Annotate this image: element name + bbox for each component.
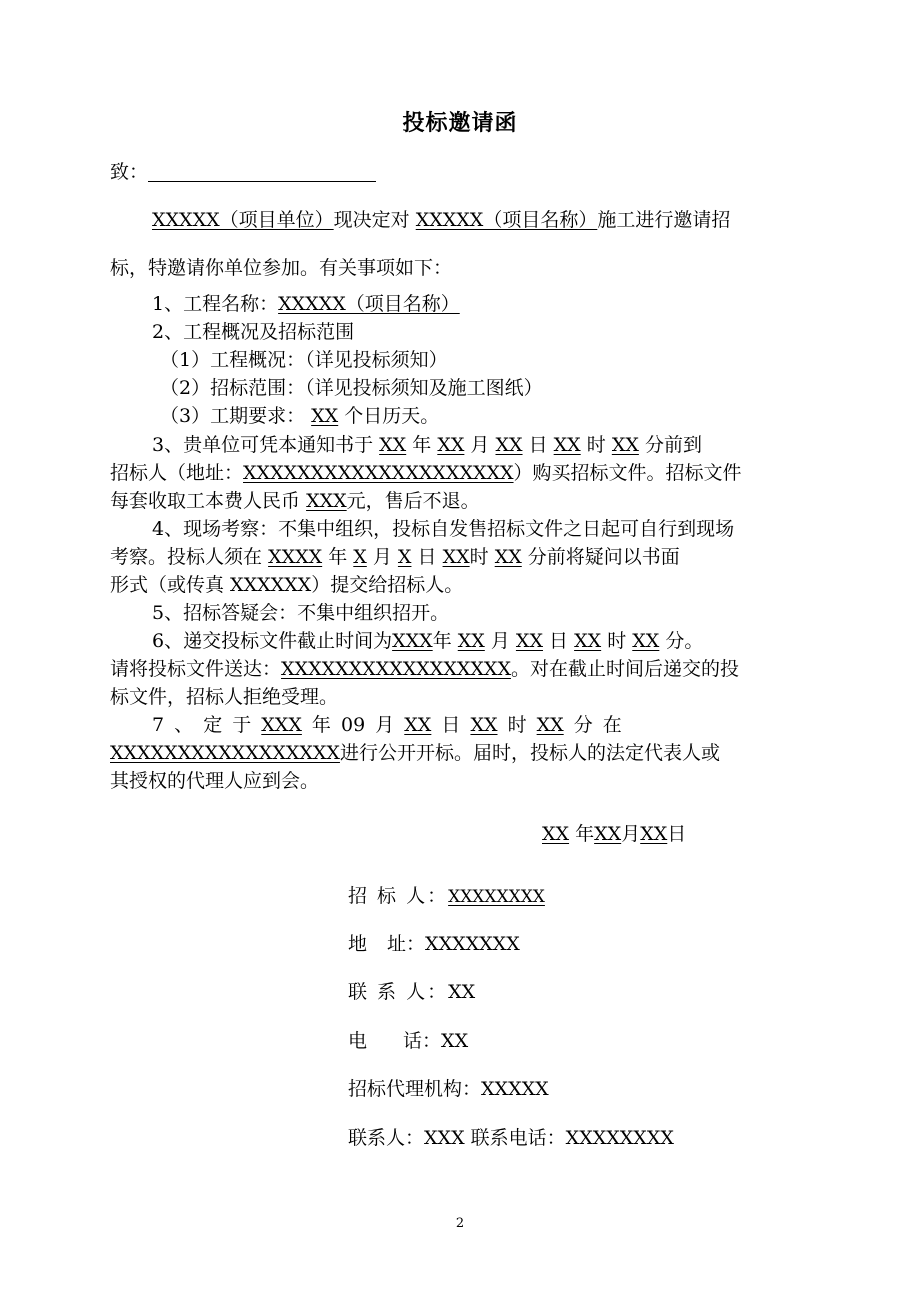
item-3-line-3 <box>110 489 480 513</box>
unit-year: 年 <box>432 630 452 652</box>
letter-date <box>542 822 686 846</box>
item-5: 5、招标答疑会：不集中组织招开。 <box>152 602 450 624</box>
item-4-line-1: 4、现场考察：不集中组织，投标自发售招标文件之日起可自行到现场 <box>152 518 735 540</box>
date-hour: XX <box>553 434 581 456</box>
unit-day: 日 <box>441 714 461 736</box>
item-2-3-suffix: 个日历天。 <box>344 405 440 427</box>
document-fee: XXX <box>306 490 347 512</box>
address-line <box>348 932 520 956</box>
unit-month: 月 <box>375 714 395 736</box>
phone-value: XX <box>441 1030 469 1052</box>
address-value: XXXXXXX <box>425 933 520 955</box>
unit-year: 年 <box>328 546 348 568</box>
tenderer-label: 招 标 人： <box>348 885 449 907</box>
unit-minute: 分前到 <box>644 434 702 456</box>
item-6-text: 6、递交投标文件截止时间为 <box>152 630 393 652</box>
date-year: XXX <box>261 714 302 736</box>
item-3-text: 招标人（地址： <box>110 462 244 484</box>
agent-phone-label: 联系电话： <box>470 1127 566 1149</box>
item-3-text: 每套收取工本费人民币 <box>110 490 301 512</box>
unit-month: 月 <box>490 630 510 652</box>
agency-label: 招标代理机构： <box>348 1078 482 1100</box>
item-4-text: 分前将疑问以书面 <box>527 546 680 568</box>
intro-line-2: 标，特邀请你单位参加。有关事项如下： <box>110 257 453 279</box>
agency-value: XXXXX <box>481 1078 549 1100</box>
date-year: XX <box>542 823 570 845</box>
unit-minute: 分 在 <box>573 714 622 736</box>
contact-value: XX <box>448 981 476 1003</box>
project-unit: XXXXX（项目单位） <box>152 209 334 231</box>
date-year: XX <box>379 434 407 456</box>
item-3-text: 元，售后不退。 <box>346 490 480 512</box>
date-month: X <box>353 546 367 568</box>
address-label: 地 址： <box>348 933 426 955</box>
contact-line <box>348 980 475 1004</box>
tenderer-value: XXXXXXXX <box>448 887 545 907</box>
unit-day: 日 <box>417 546 437 568</box>
item-7-line-1 <box>152 713 622 737</box>
item-3-line-1 <box>152 433 702 457</box>
contact-label: 联 系 人： <box>348 981 449 1003</box>
item-2-3-label: （3）工期要求： <box>160 405 306 427</box>
item-6-text: 请将投标文件送达： <box>110 658 282 680</box>
tenderer-line <box>348 884 545 909</box>
item-7-text: 定 于 <box>203 714 252 736</box>
unit-minute: 分。 <box>665 630 704 652</box>
unit-year: 年 <box>575 823 595 845</box>
date-hour: XX <box>574 630 602 652</box>
item-3-line-2 <box>110 461 742 485</box>
date-year: XXX <box>392 630 433 652</box>
project-name: XXXXX（项目名称） <box>415 209 598 231</box>
unit-hour: 时 <box>586 434 606 456</box>
date-month: 09 <box>340 714 366 736</box>
page-number: 2 <box>455 1216 465 1231</box>
date-minute: XX <box>611 434 639 456</box>
unit-day: 日 <box>667 823 687 845</box>
date-year: XXXX <box>268 546 323 568</box>
date-day: XX <box>495 434 523 456</box>
unit-year: 年 <box>311 714 331 736</box>
date-month: XX <box>594 823 622 845</box>
unit-day: 日 <box>528 434 548 456</box>
item-4-line-3: 形式（或传真 XXXXXX）提交给招标人。 <box>110 574 464 596</box>
unit-hour: 时 <box>469 546 489 568</box>
date-month: XX <box>437 434 465 456</box>
item-6-line-2 <box>110 657 739 681</box>
item-1-value: XXXXX（项目名称） <box>278 293 460 315</box>
item-7-line-3: 其授权的代理人应到会。 <box>110 770 320 792</box>
unit-hour: 时 <box>507 714 527 736</box>
opening-place: XXXXXXXXXXXXXXXXX <box>110 742 340 764</box>
recipient-blank <box>148 161 376 182</box>
agency-line <box>348 1077 549 1101</box>
date-day: XX <box>640 823 668 845</box>
tenderer-address: XXXXXXXXXXXXXXXXXXXX <box>243 462 514 484</box>
unit-day: 日 <box>549 630 569 652</box>
date-minute: XX <box>536 714 564 736</box>
phone-label: 电 话： <box>348 1030 442 1052</box>
date-day: X <box>397 546 412 568</box>
unit-hour: 时 <box>607 630 627 652</box>
item-7-number: 7 、 <box>152 714 194 736</box>
date-day: XX <box>404 714 432 736</box>
item-1 <box>152 292 460 316</box>
item-2-3 <box>160 404 439 428</box>
item-3-text: 3、贵单位可凭本通知书于 <box>152 434 374 456</box>
unit-year: 年 <box>412 434 432 456</box>
agent-contact-label: 联系人： <box>348 1127 425 1149</box>
unit-month: 月 <box>470 434 490 456</box>
submission-address: XXXXXXXXXXXXXXXXX <box>281 658 511 680</box>
item-2-1: （1）工程概况：（详见投标须知） <box>160 349 448 371</box>
date-day: XX <box>515 630 543 652</box>
item-6-line-3: 标文件，招标人拒绝受理。 <box>110 686 339 708</box>
date-month: XX <box>457 630 485 652</box>
date-hour: XX <box>470 714 498 736</box>
unit-month: 月 <box>372 546 392 568</box>
unit-month: 月 <box>621 823 641 845</box>
agent-contact-line <box>348 1126 674 1150</box>
item-7-line-2 <box>110 741 720 765</box>
date-hour: XX <box>442 546 470 568</box>
date-minute: XX <box>494 546 522 568</box>
intro-line-1 <box>152 208 730 232</box>
recipient-line <box>110 160 376 184</box>
phone-line <box>348 1029 468 1053</box>
item-2: 2、工程概况及招标范围 <box>152 321 355 343</box>
item-7-text: 进行公开开标。届时，投标人的法定代表人或 <box>339 742 720 764</box>
item-1-label: 1、工程名称： <box>152 293 279 315</box>
item-6-line-1 <box>152 629 703 653</box>
recipient-label: 致： <box>110 161 149 183</box>
document-title: 投标邀请函 <box>402 110 518 136</box>
agent-phone-value: XXXXXXXX <box>565 1127 674 1149</box>
agent-contact-value: XXX <box>424 1127 465 1149</box>
item-4-line-2 <box>110 545 680 569</box>
item-2-2: （2）招标范围：（详见投标须知及施工图纸） <box>160 377 543 399</box>
item-3-text: ）购买招标文件。招标文件 <box>513 462 742 484</box>
item-6-text: 。对在截止时间后递交的投 <box>510 658 739 680</box>
intro-text: 现决定对 <box>333 209 410 231</box>
duration-value: XX <box>311 405 339 427</box>
item-4-text: 考察。投标人须在 <box>110 546 263 568</box>
intro-text: 施工进行邀请招 <box>597 209 731 231</box>
date-minute: XX <box>632 630 660 652</box>
